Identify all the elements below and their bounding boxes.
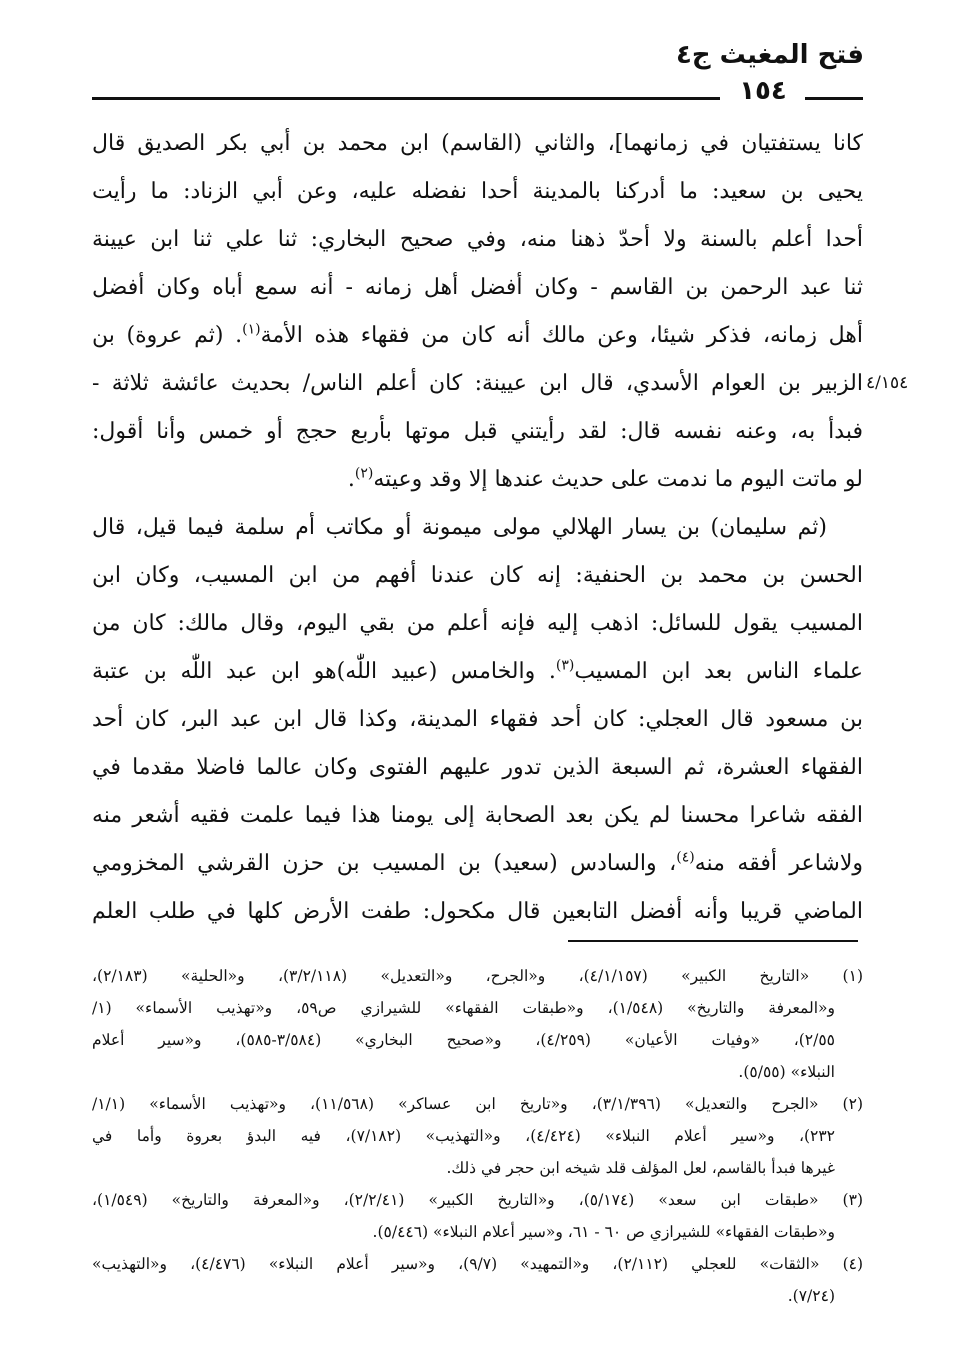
text-line: الماضي قريبا وأنه أفضل التابعين قال مكحول: طفت الأرض كلها في طلب العلم bbox=[92, 899, 863, 924]
main-text bbox=[92, 120, 863, 936]
footnote-line: (٧/٢٤). bbox=[787, 1287, 835, 1305]
text-span: علماء الناس بعد ابن المسيب bbox=[574, 659, 863, 684]
text-line: فبدأ به، وعنه نفسه قال: لقد رأيتني قبل موتها بأربع حجج أو خمس وأنا أقول: bbox=[92, 419, 863, 444]
text-line: ثنا عبد الرحمن بن القاسم - وكان أفضل أهل زمانه - أنه سمع أباه وكان أفضل bbox=[92, 275, 863, 300]
footnote-line: و«طبقات الفقهاء» للشيرازي ص ٦٠ - ٦١، و«سير أعلام النبلاء» (٥/٤٤٦). bbox=[372, 1223, 835, 1241]
text-line: الزبير بن العوام الأسدي، قال ابن عيينة: كان أعلم الناس/ بحديث عائشة ثلاثة - bbox=[92, 371, 863, 396]
text-line bbox=[92, 312, 863, 360]
footnote-line: (٢) «الجرح والتعديل» (٣/١/٣٩٦)، و«تاريخ ابن عساكر» (١١/٥٦٨)، و«تهذيب الأسماء» (١/١/ bbox=[92, 1095, 863, 1113]
text-line: بن مسعود قال العجلي: كان أحد فقهاء المدينة، وكذا قال ابن عبد البر، كان أحد bbox=[92, 707, 863, 732]
footnotes bbox=[92, 960, 863, 1312]
text-span: . والخامس (عبيد اللّٰه)هو ابن عبد اللّٰه بن عتبة bbox=[92, 659, 556, 684]
running-title: فتح المغيث ج٤ bbox=[675, 40, 864, 70]
text-line: الفقهاء العشرة، ثم السبعة الذين تدور عليهم الفتوى وكان عالما فاضلا مقدما في bbox=[92, 755, 863, 780]
text-line: أحدا أعلم بالسنة ولا أحدّ ذهنا منه، وفي صحيح البخاري: ثنا علي ثنا ابن عيينة bbox=[92, 227, 863, 252]
header-rule-short bbox=[805, 97, 863, 100]
footnote-line: و«المعرفة والتاريخ» (١/٥٤٨)، و«طبقات الفقهاء» للشيرازي ص٥٩، و«تهذيب الأسماء» (١/ bbox=[92, 999, 835, 1017]
text-span: . bbox=[347, 467, 355, 492]
footnote-ref[interactable]: (٣) bbox=[555, 657, 575, 674]
footnote-line: النبلاء» (٥/٥٥). bbox=[738, 1063, 835, 1081]
text-span: ، والسادس (سعيد) بن المسيب بن حزن القرشي المخزومي bbox=[92, 851, 677, 876]
text-line: الحسن بن محمد بن الحنفية: إنه كان عندنا أفهم من ابن المسيب، وكان ابن bbox=[92, 563, 863, 588]
text-line: يحيى بن سعيد: ما أدركنا بالمدينة أحدا نفضله عليه، وعن أبي الزناد: ما رأيت bbox=[92, 179, 863, 204]
footnote-ref[interactable]: (١) bbox=[242, 321, 261, 338]
text-line: المسيب يقول للسائل: اذهب إليه فإنه أعلم من بقي اليوم، وقال مالك: كان من bbox=[92, 611, 863, 636]
text-span: ولاشاعر أفقه منه bbox=[694, 851, 863, 876]
page-number: ١٥٤ bbox=[739, 76, 787, 106]
footnote-line: (٣) «طبقات ابن سعد» (٥/١٧٤)، و«التاريخ الكبير» (٢/٢/٤١)، و«المعرفة والتاريخ» (١/٥٤٩)، bbox=[92, 1191, 863, 1209]
margin-reference: ٤/١٥٤ bbox=[866, 373, 909, 393]
footnote-ref[interactable]: (٢) bbox=[354, 465, 374, 482]
footnote-ref[interactable]: (٤) bbox=[676, 849, 695, 866]
text-span: أهل زمانه، فذكر شيئا، وعن مالك أنه كان من فقهاء هذه الأمة bbox=[260, 323, 863, 348]
text-line bbox=[92, 456, 863, 504]
header-rule bbox=[92, 97, 720, 100]
footnote-line: ٢٣٢)، و«سير أعلام النبلاء» (٤/٤٢٤)، و«التهذيب» (٧/١٨٢)، فيه البدؤ بعروة وأما في bbox=[92, 1127, 835, 1145]
text-line: الفقه شاعرا محسنا لم يكن بعد الصحابة إلى يومنا هذا فيما علمت فقيه أشعر منه bbox=[92, 803, 863, 828]
footnote-separator bbox=[568, 940, 858, 942]
text-line: (ثم سليمان) بن يسار الهلالي مولى ميمونة أو مكاتب أم سلمة فيما قيل، قال bbox=[92, 515, 827, 540]
footnote-line: (٤) «الثقات» للعجلي (٢/١١٢)، و«التمهيد» (٩/٧)، و«سير أعلام النبلاء» (٤/٤٧٦)، و«التهذيب» bbox=[92, 1255, 863, 1273]
text-line bbox=[92, 648, 863, 696]
footnote-line: غيرها فبدأ بالقاسم، لعل المؤلف قلد شيخه ابن حجر في ذلك. bbox=[446, 1159, 835, 1177]
footnote-line: (١) «التاريخ الكبير» (٤/١/١٥٧)، و«الجرح، و«التعديل» (٣/٢/١١٨)، و«الحلية» (٢/١٨٣)، bbox=[92, 967, 863, 985]
text-line: كانا يستفتيان في زمانهما]، والثاني (القاسم) ابن محمد بن أبي بكر الصديق قال bbox=[92, 131, 863, 156]
text-line bbox=[92, 840, 863, 888]
text-span: لو ماتت اليوم ما ندمت على حديث عندها إلا وقد وعيته bbox=[373, 467, 863, 492]
text-span: . (ثم عروة) بن bbox=[92, 323, 243, 348]
footnote-line: ٢/٥٥)، «وفيات الأعيان» (٤/٢٥٩)، و«صحيح البخاري» (٣/٥٨٤-٥٨٥)، و«سير أعلام bbox=[92, 1031, 835, 1049]
